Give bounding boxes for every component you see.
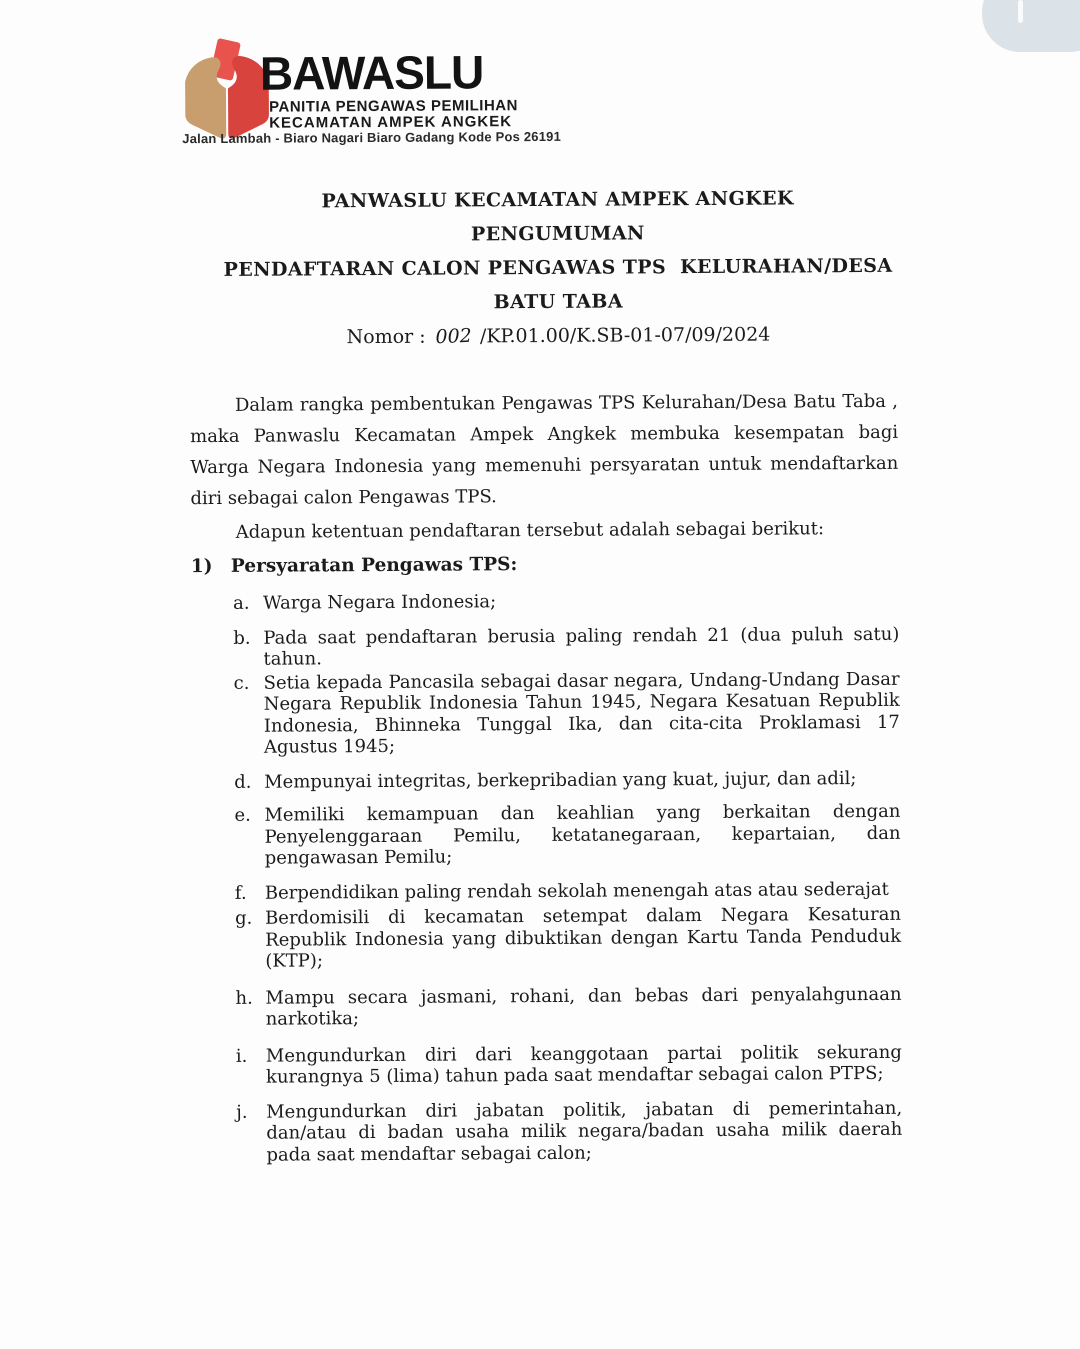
list-item-text: Berdomisili di kecamatan setempat dalam Negara Kesaturan Republik Indonesia yang dibuktikan dengan Kartu Tanda Penduduk (KTP); (264, 903, 902, 972)
list-item (235, 983, 901, 1030)
org-address: Jalan Lambah - Biaro Nagari Biaro Gadang Kode Pos 26191 (182, 128, 562, 147)
list-item (234, 668, 901, 758)
list-item-marker: c. (233, 672, 250, 694)
section-title: Persyaratan Pengawas TPS: (230, 554, 518, 577)
org-division-line1: PANITIA PENGAWAS PEMILIHAN (269, 97, 518, 116)
list-item-text: Setia kepada Pancasila sebagai dasar negara, Undang-Undang Dasar Negara Republik Indonesia Tahun 1945, Negara Kesatuan Republik Indonesia, Bhinneka Tunggal Ika, dan cita-cita Proklamasi 17 Agustus 1945; (263, 668, 900, 758)
section-number: 1) (190, 556, 213, 578)
list-item-marker: b. (233, 627, 251, 649)
list-item-marker: d. (234, 771, 252, 793)
list-item-marker: a. (233, 592, 250, 614)
org-name: BAWASLU (259, 45, 484, 100)
list-item (235, 878, 901, 904)
requirements-list (233, 589, 902, 1166)
list-item-text: Mampu secara jasmani, rohani, dan bebas dari penyalahgunaan narkotika; (265, 983, 902, 1030)
page-indicator-badge (982, 0, 1080, 52)
list-item (233, 623, 899, 670)
list-item-marker: g. (234, 907, 253, 929)
list-item (234, 767, 900, 793)
section-heading (191, 551, 899, 579)
page-indicator-mark (1018, 0, 1023, 23)
nomor-label: Nomor : (346, 325, 426, 349)
nomor-handwritten-number: 002 (435, 324, 473, 349)
list-item-marker: i. (235, 1045, 248, 1067)
intro-paragraph: Adapun ketentuan pendaftaran tersebut adalah sebagai berikut: (235, 518, 825, 543)
list-item (234, 801, 900, 870)
list-item-text: Mempunyai integritas, berkepribadian yang kuat, jujur, dan adil; (264, 767, 857, 793)
list-item (236, 1041, 902, 1088)
list-item-text: Berpendidikan paling rendah sekolah menengah atas atau sederajat (264, 878, 889, 904)
list-item-text: Warga Negara Indonesia; (263, 591, 497, 614)
list-item-marker: f. (234, 882, 247, 904)
list-item-marker: h. (235, 987, 253, 1009)
list-item-marker: e. (234, 804, 251, 826)
title-village: BATU TABA (493, 290, 624, 314)
list-item (233, 589, 899, 615)
list-item (235, 904, 901, 973)
nomor-reference: /KP.01.00/K.SB-01-07/09/2024 (479, 323, 771, 348)
title-subject: PENDAFTARAN CALON PENGAWAS TPS KELURAHAN/DESA (223, 254, 893, 281)
list-item-text: Memiliki kemampuan dan keahlian yang berkaitan dengan Penyelenggaraan Pemilu, ketatanegaraan, kepartaian, dan pengawasan Pemilu; (264, 800, 901, 869)
org-division-line2: KECAMATAN AMPEK ANGKEK (269, 113, 513, 132)
document-number-line (219, 317, 897, 355)
list-item (236, 1097, 902, 1166)
document-content (189, 181, 903, 1166)
title-org: PANWASLU KECAMATAN AMPEK ANGKEK (321, 187, 794, 213)
list-item-marker: j. (236, 1101, 248, 1123)
title-announcement: PENGUMUMAN (470, 222, 645, 246)
list-item-text: Mengundurkan diri jabatan politik, jabatan di pemerintahan, dan/atau di badan usaha milik negara/badan usaha milik daerah pada saat mendaftar sebagai calon; (266, 1097, 903, 1166)
list-item-text: Mengundurkan diri dari keanggotaan partai politik sekurang kurangnya 5 (lima) tahun pada saat mendaftar sebagai calon PTPS; (265, 1041, 902, 1088)
list-item-text: Pada saat pendaftaran berusia paling rendah 21 (dua puluh satu) tahun. (263, 623, 900, 670)
opening-paragraph: Dalam rangka pembentukan Pengawas TPS Kelurahan/Desa Batu Taba , maka Panwaslu Kecamatan Ampek Angkek membuka kesempatan bagi Warga Negara Indonesia yang memenuhi persyaratan untuk mendaftarkan diri sebagai calon Pengawas TPS. (190, 390, 899, 510)
